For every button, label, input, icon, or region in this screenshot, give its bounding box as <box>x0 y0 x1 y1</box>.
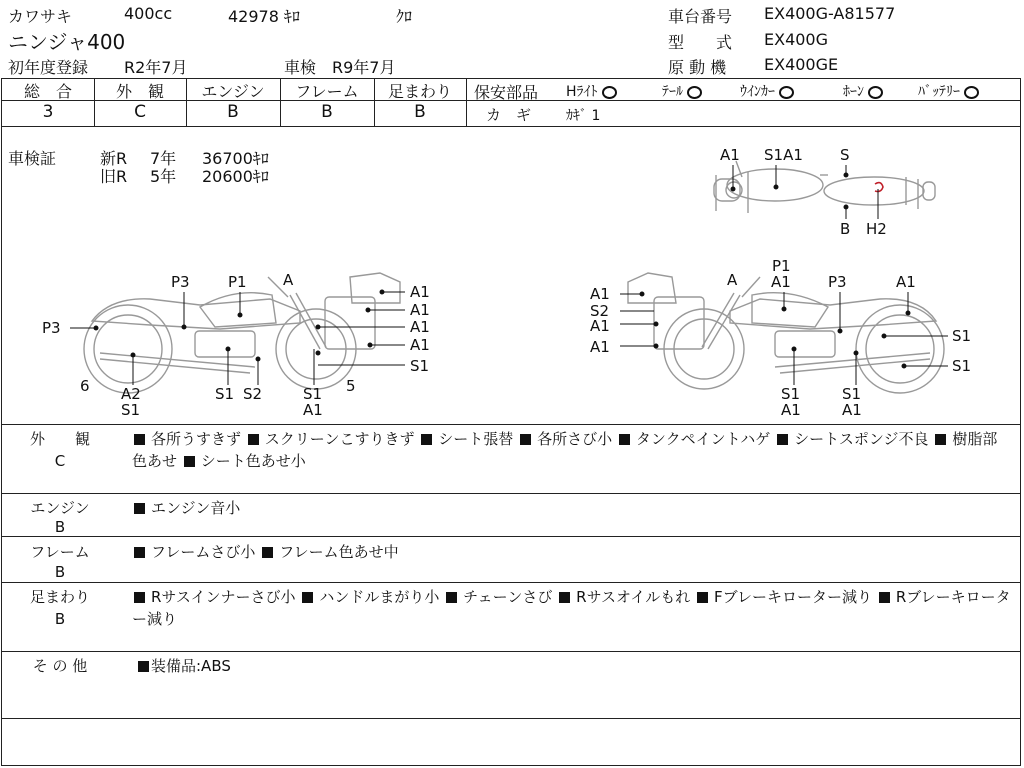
grade-overall-label: 総 合 <box>23 82 72 101</box>
ok-circle-icon <box>868 86 883 99</box>
diag-label: A1 <box>896 273 916 291</box>
remark-frame-items: フレームさび小 フレーム色あせ中 <box>132 541 1012 563</box>
ok-circle-icon <box>687 86 702 99</box>
diag-label: H2 <box>866 220 887 238</box>
diag-label: S1 <box>410 357 430 375</box>
diag-label: S1 <box>952 327 972 345</box>
diag-label: A2 <box>121 385 141 403</box>
safety-winker: ｳｲﾝｶｰ <box>740 81 794 101</box>
diag-label: A1 <box>771 273 791 291</box>
bullet-square-icon <box>184 456 195 467</box>
shaken-new-km: 36700ｷﾛ <box>202 149 269 168</box>
type-value: EX400G <box>764 30 829 49</box>
diag-label: A1 <box>590 317 610 335</box>
grade-exterior-value: C <box>134 102 146 122</box>
bike-right-view <box>628 273 944 393</box>
diag-label: A1 <box>590 285 610 303</box>
bullet-square-icon <box>134 503 145 514</box>
diag-label: S1 <box>215 385 235 403</box>
safety-parts-label: 保安部品 <box>474 83 539 102</box>
diag-label: P3 <box>171 273 190 291</box>
safety-tail: ﾃｰﾙ <box>662 81 702 101</box>
shaken-label: 車検証 <box>8 149 57 168</box>
remark-divider-5 <box>1 718 1021 719</box>
diag-label: 6 <box>80 377 90 395</box>
bullet-square-icon <box>262 547 273 558</box>
remark-divider-2 <box>1 536 1021 537</box>
diag-label: S1A1 <box>764 146 803 164</box>
grade-engine-label: エンジン <box>201 82 265 101</box>
diag-label: P3 <box>828 273 847 291</box>
shaken-old-kind: 旧R <box>100 167 128 186</box>
frame-number-value: EX400G-A81577 <box>764 4 896 23</box>
ok-circle-icon <box>964 86 979 99</box>
diag-label: S1 <box>781 385 801 403</box>
remark-divider-4 <box>1 651 1021 652</box>
inspection-value: R9年7月 <box>332 58 396 77</box>
diag-label: S2 <box>243 385 263 403</box>
remark-engine-grade: B <box>54 518 66 536</box>
diag-label: S1 <box>303 385 323 403</box>
first-registration-value: R2年7月 <box>124 58 188 77</box>
bullet-square-icon <box>134 434 145 445</box>
diag-label: P1 <box>772 257 791 275</box>
key-label: カ ギ <box>486 106 532 124</box>
diag-label: S <box>840 146 850 164</box>
remark-divider-1 <box>1 493 1021 494</box>
remark-other-label: そ の 他 <box>32 657 88 675</box>
grade-overall-value: 3 <box>42 102 54 122</box>
remark-divider-3 <box>1 582 1021 583</box>
diag-label: S1 <box>952 357 972 375</box>
diag-label: A1 <box>410 336 430 354</box>
color: ｸﾛ <box>396 7 413 26</box>
frame-number-label: 車台番号 <box>668 7 733 26</box>
diag-label: A1 <box>410 283 430 301</box>
grade-engine-value: B <box>227 102 239 122</box>
diag-label: A1 <box>410 301 430 319</box>
bike-top-view <box>714 161 935 213</box>
bullet-square-icon <box>134 592 145 603</box>
engine-type-value: EX400GE <box>764 55 839 74</box>
safety-headlight: Hﾗｲﾄ <box>566 81 617 101</box>
mileage: 42978 ｷﾛ <box>228 7 300 26</box>
bullet-square-icon <box>619 434 630 445</box>
grade-frame-label: フレーム <box>295 82 359 101</box>
remark-engine-items: エンジン音小 <box>132 497 1012 519</box>
safety-horn: ﾎｰﾝ <box>843 81 883 101</box>
shaken-old-year: 5年 <box>150 167 177 186</box>
diag-label: S2 <box>590 302 610 320</box>
diag-label: A1 <box>720 146 740 164</box>
type-label: 型 式 <box>668 33 733 52</box>
diag-label: 5 <box>346 377 356 395</box>
remark-exterior-label: 外 観 <box>29 430 90 448</box>
bullet-square-icon <box>138 661 149 672</box>
diag-label: B <box>840 220 851 238</box>
maker: カワサキ <box>8 7 73 26</box>
bike-left-view <box>84 273 400 393</box>
remark-exterior-items: 各所うすきず スクリーンこすりきず シート張替 各所さび小 タンクペイントハゲ シートスポンジ不良 樹脂部色あせ シート色あせ小 <box>132 430 998 470</box>
remark-other-items: 装備品:ABS <box>132 655 1012 677</box>
grade-suspension-label: 足まわり <box>387 82 452 101</box>
diag-label: S1 <box>121 401 141 419</box>
key-value: ｶｷﾞ 1 <box>566 108 601 124</box>
diag-label: A <box>727 271 738 289</box>
grade-suspension-value: B <box>414 102 426 122</box>
remark-suspension-grade: B <box>54 610 66 628</box>
bullet-square-icon <box>879 592 890 603</box>
diag-label: S1 <box>842 385 862 403</box>
remark-exterior-grade: C <box>54 452 66 470</box>
grade-frame-value: B <box>321 102 333 122</box>
safety-battery: ﾊﾞｯﾃﾘｰ <box>918 81 979 101</box>
diag-label: A <box>283 271 294 289</box>
remark-frame-grade: B <box>54 563 66 581</box>
ok-circle-icon <box>602 86 617 99</box>
diag-label: A1 <box>842 401 862 419</box>
model-name: ニンジャ400 <box>8 30 126 54</box>
diag-label: A1 <box>303 401 323 419</box>
diag-label: A1 <box>410 318 430 336</box>
remark-engine-label: エンジン <box>30 499 90 517</box>
shaken-new-kind: 新R <box>100 149 128 168</box>
bullet-square-icon <box>421 434 432 445</box>
bullet-square-icon <box>935 434 946 445</box>
bullet-square-icon <box>559 592 570 603</box>
displacement: 400cc <box>124 4 173 23</box>
diagram-bottom-divider <box>1 424 1021 425</box>
bullet-square-icon <box>248 434 259 445</box>
diag-label: A1 <box>781 401 801 419</box>
remark-suspension-items: Rサスインナーさび小 ハンドルまがり小 チェーンさび Rサスオイルもれ Fブレーキローター減り Rブレーキローター減り <box>132 588 1011 628</box>
h2-damage-mark <box>875 183 883 192</box>
diag-label: A1 <box>590 338 610 356</box>
remark-frame-label: フレーム <box>30 543 90 561</box>
shaken-old-km: 20600ｷﾛ <box>202 167 269 186</box>
bullet-square-icon <box>697 592 708 603</box>
grade-exterior-label: 外 観 <box>115 82 164 101</box>
remark-suspension-label: 足まわり <box>29 588 90 606</box>
bullet-square-icon <box>302 592 313 603</box>
engine-type-label: 原 動 機 <box>668 58 727 77</box>
bullet-square-icon <box>134 547 145 558</box>
grade-col-line-5 <box>466 78 467 126</box>
damage-diagram <box>0 127 1024 423</box>
bullet-square-icon <box>520 434 531 445</box>
bullet-square-icon <box>446 592 457 603</box>
ok-circle-icon <box>779 86 794 99</box>
inspection-label: 車検 <box>284 58 317 77</box>
first-registration-label: 初年度登録 <box>8 58 89 77</box>
shaken-new-year: 7年 <box>150 149 177 168</box>
diag-label: P1 <box>228 273 247 291</box>
bullet-square-icon <box>777 434 788 445</box>
diag-label: P3 <box>42 319 61 337</box>
